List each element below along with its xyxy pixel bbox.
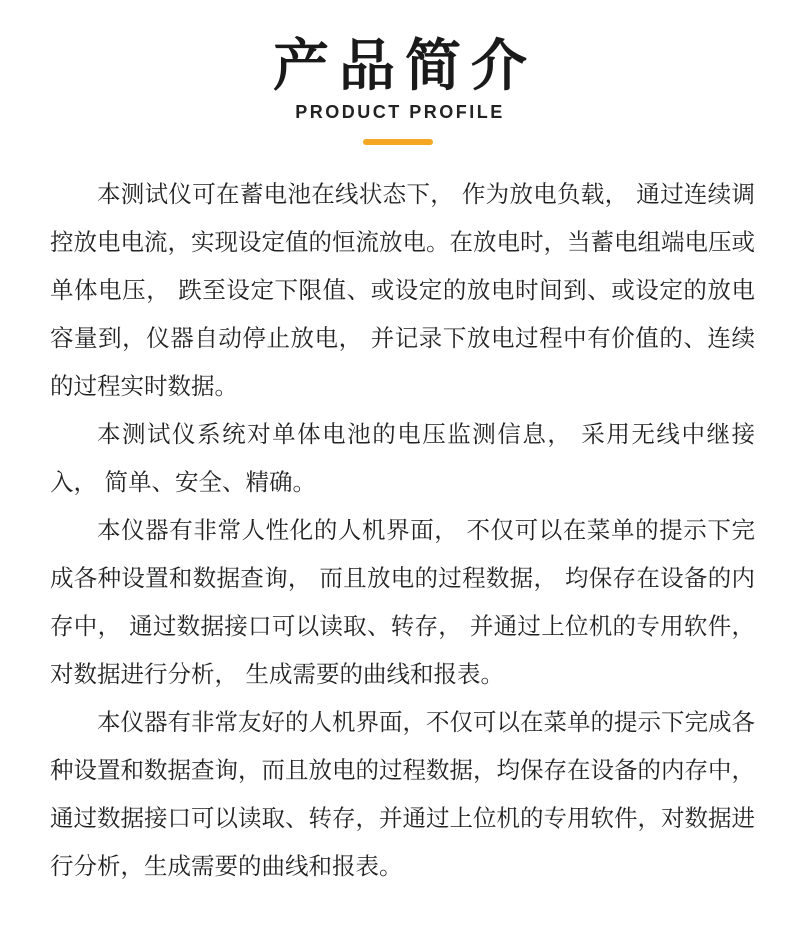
paragraph-1: 本测试仪可在蓄电池在线状态下， 作为放电负载， 通过连续调控放电电流，实现设定值的恒流放电。在放电时，当蓄电组端电压或单体电压， 跌至设定下限值、或设定的放电时间到、或设定的放电容量到，仪器自动停止放电， 并记录下放电过程中有价值的、连续的过程实时数据。 <box>50 180 755 400</box>
product-description <box>50 170 755 890</box>
page-subtitle: PRODUCT PROFILE <box>295 102 505 122</box>
paragraph-2: 本测试仪系统对单体电池的电压监测信息， 采用无线中继接入， 简单、安全、精确。 <box>50 420 755 496</box>
paragraph-3: 本仪器有非常人性化的人机界面， 不仅可以在菜单的提示下完成各种设置和数据查询， 而且放电的过程数据， 均保存在设备的内存中， 通过数据接口可以读取、转存， 并通过上位机的专用软件， 对数据进行分析， 生成需要的曲线和报表。 <box>50 516 755 688</box>
paragraph-4: 本仪器有非常友好的人机界面，不仅可以在菜单的提示下完成各种设置和数据查询，而且放电的过程数据，均保存在设备的内存中，通过数据接口可以读取、转存，并通过上位机的专用软件，对数据进行分析，生成需要的曲线和报表。 <box>50 708 755 880</box>
accent-divider <box>363 139 433 145</box>
page-title: 产品简介 <box>273 34 537 99</box>
section-header <box>0 0 800 160</box>
